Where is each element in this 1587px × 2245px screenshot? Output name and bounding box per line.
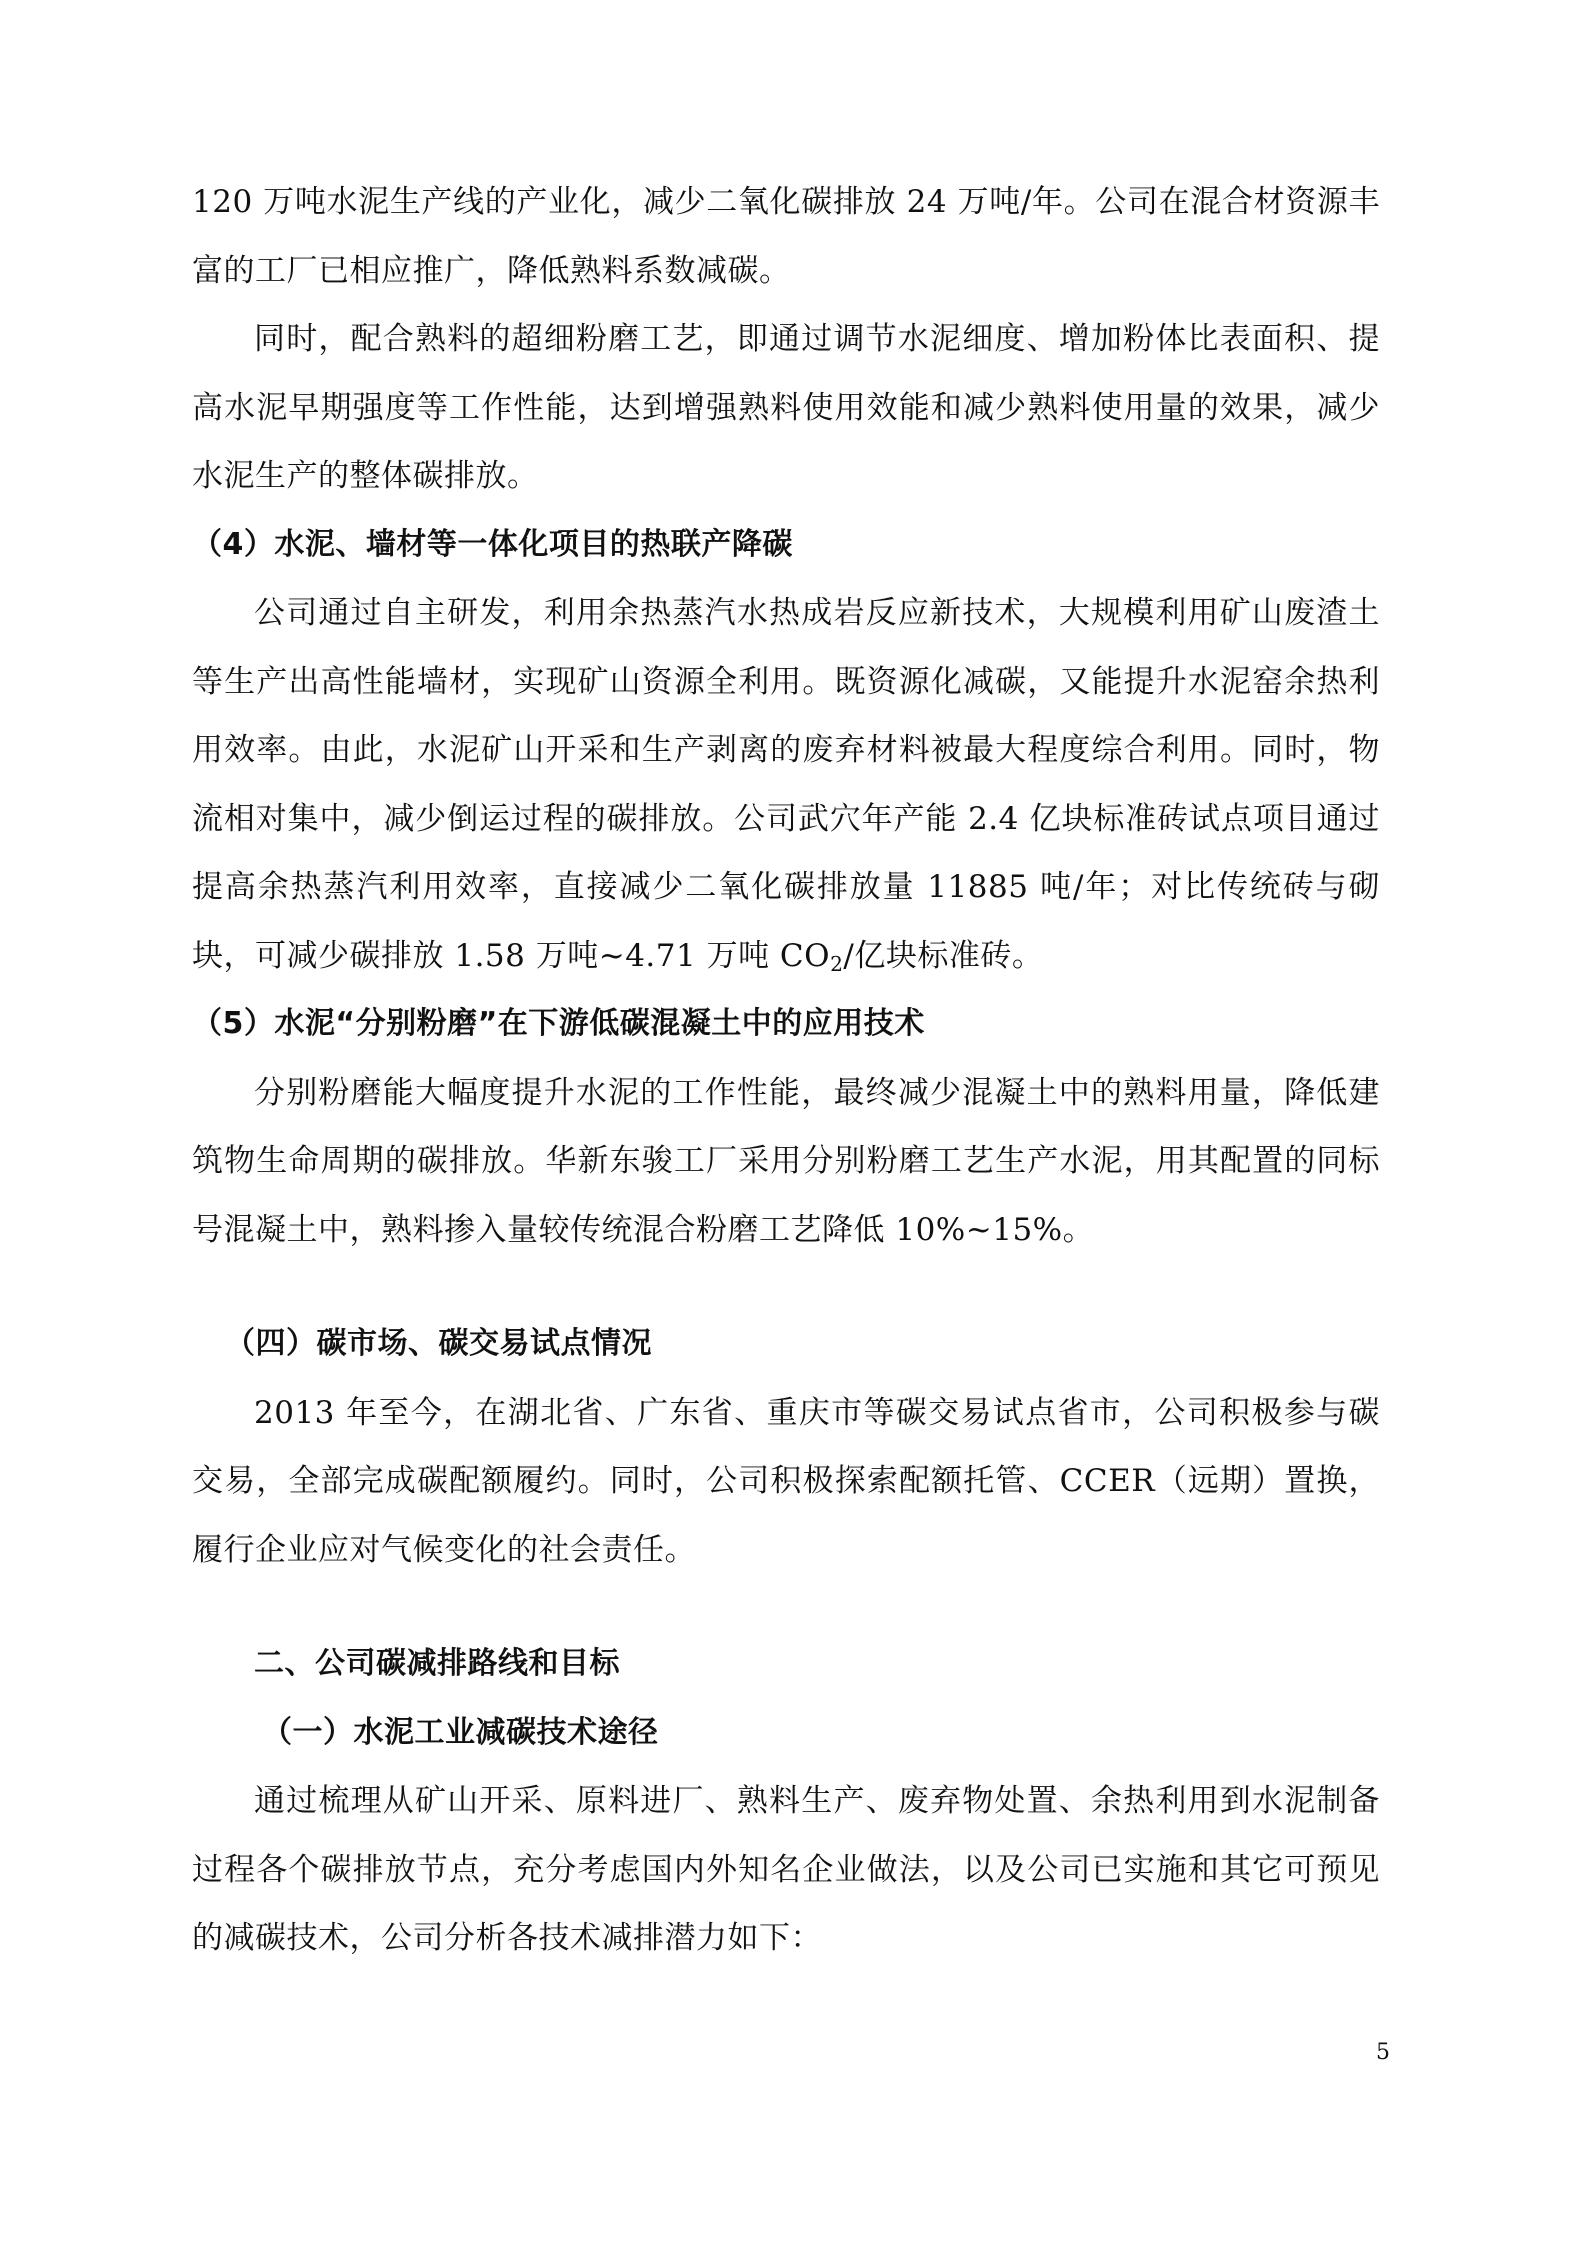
heading-integrated-cogeneration: （4）水泥、墙材等一体化项目的热联产降碳 xyxy=(192,526,793,562)
paragraph-wall-material xyxy=(192,579,1380,990)
heading-carbon-market: （四）碳市场、碳交易试点情况 xyxy=(225,1326,652,1361)
co2-subscript: 2 xyxy=(830,951,844,976)
paragraph-ultrafine-grinding: 同时，配合熟料的超细粉磨工艺，即通过调节水泥细度、增加粉体比表面积、提高水泥早期强度等工作性能，达到增强熟料使用效能和减少熟料使用量的效果，减少水泥生产的整体碳排放。 xyxy=(192,321,1380,494)
heading-cement-tech-path: （一）水泥工业减碳技术途径 xyxy=(262,1714,659,1750)
paragraph-wall-material-tail: /亿块标准砖。 xyxy=(843,937,1044,974)
page-number: 5 xyxy=(1376,2040,1390,2065)
spacer xyxy=(192,1584,1380,1630)
heading-reduction-roadmap: 二、公司碳减排路线和目标 xyxy=(254,1646,620,1681)
paragraph-carbon-trading: 2013 年至今，在湖北省、广东省、重庆市等碳交易试点省市，公司积极参与碳交易，全部完成碳配额履约。同时，公司积极探索配额托管、CCER（远期）置换，履行企业应对气候变化的社会责任。 xyxy=(192,1394,1380,1568)
paragraph-wall-material-text: 公司通过自主研发，利用余热蒸汽水热成岩反应新技术，大规模利用矿山废渣土等生产出高性能墙材，实现矿山资源全利用。既资源化减碳，又能提升水泥窑余热利用效率。由此，水泥矿山开采和生产剥离的废弃材料被最大程度综合利用。同时，物流相对集中，减少倒运过程的碳排放。公司武穴年产能 2.4 亿块标准砖试点项目通过提高余热蒸汽利用效率，直接减少二氧化碳排放量 11885 吨/年；对比传统砖与砌块，可减少碳排放 1.58 万吨~4.71 万吨 CO xyxy=(192,595,1380,974)
paragraph-separate-grinding: 分别粉磨能大幅度提升水泥的工作性能，最终减少混凝土中的熟料用量，降低建筑物生命周期的碳排放。华新东骏工厂采用分别粉磨工艺生产水泥，用其配置的同标号混凝土中，熟料掺入量较传统混合粉磨工艺降低 10%~15%。 xyxy=(192,1074,1380,1248)
spacer xyxy=(192,1264,1380,1310)
paragraph-tech-analysis: 通过梳理从矿山开采、原料进厂、熟料生产、废弃物处置、余热利用到水泥制备过程各个碳排放节点，充分考虑国内外知名企业做法，以及公司已实施和其它可预见的减碳技术，公司分析各技术减排潜力如下： xyxy=(192,1783,1380,1956)
page-content xyxy=(192,168,1380,1973)
paragraph-clinker-reduction: 120 万吨水泥生产线的产业化，减少二氧化碳排放 24 万吨/年。公司在混合材资源丰富的工厂已相应推广，降低熟料系数减碳。 xyxy=(192,184,1380,289)
heading-separate-grinding: （5）水泥“分别粉磨”在下游低碳混凝土中的应用技术 xyxy=(192,1006,925,1041)
